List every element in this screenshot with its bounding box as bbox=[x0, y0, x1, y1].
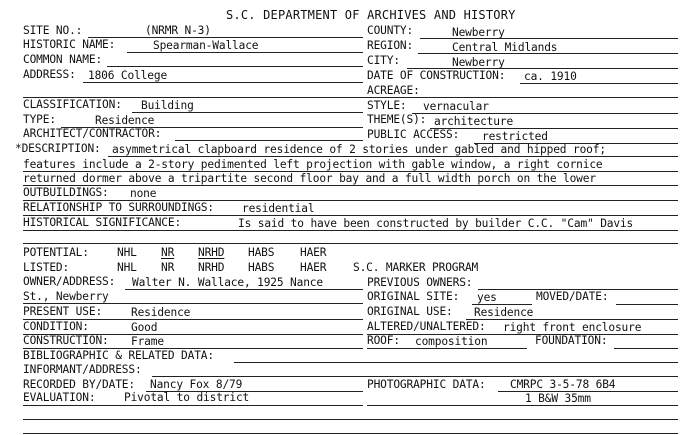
address-label: ADDRESS: bbox=[23, 68, 76, 81]
photographic-value: CMRPC 3-5-78 6B4 bbox=[510, 378, 616, 391]
foundation-label: FOUNDATION: bbox=[535, 334, 608, 347]
city-value: Newberry bbox=[452, 56, 505, 69]
condition-label: CONDITION: bbox=[23, 320, 89, 333]
description-line-2: features include a 2-story pedimented left projection with gable window, a right cornice bbox=[23, 158, 603, 171]
potential-label: POTENTIAL: bbox=[23, 246, 89, 259]
photographic-line-2: 1 B&W 35mm bbox=[525, 392, 591, 405]
form-title: S.C. DEPARTMENT OF ARCHIVES AND HISTORY bbox=[226, 8, 516, 22]
owner-line-2: St., Newberry bbox=[23, 290, 109, 303]
relationship-label: RELATIONSHIP TO SURROUNDINGS: bbox=[23, 201, 214, 214]
owner-rule-2 bbox=[23, 303, 363, 304]
original-use-value: Residence bbox=[474, 306, 534, 319]
acreage-label: ACREAGE: bbox=[367, 84, 420, 97]
informant-label: INFORMANT/ADDRESS: bbox=[23, 363, 142, 376]
historic-name-value: Spearman-Wallace bbox=[153, 39, 259, 52]
site-no-value: (NRMR N-3) bbox=[145, 24, 211, 37]
original-use-label: ORIGINAL USE: bbox=[367, 305, 453, 318]
type-label: TYPE: bbox=[23, 113, 56, 126]
listed-label: LISTED: bbox=[23, 261, 70, 274]
style-label: STYLE: bbox=[367, 99, 407, 112]
description-rule-3 bbox=[23, 185, 678, 186]
type-value: Residence bbox=[95, 114, 155, 127]
historic-name-label: HISTORIC NAME: bbox=[23, 38, 116, 51]
county-value: Newberry bbox=[452, 26, 505, 39]
city-label: CITY: bbox=[367, 54, 400, 67]
potential-haer: HAER bbox=[300, 246, 327, 259]
architect-line bbox=[175, 140, 363, 141]
altered-value: right front enclosure bbox=[503, 321, 642, 334]
region-value: Central Midlands bbox=[452, 41, 558, 54]
address-value: 1806 College bbox=[88, 69, 168, 82]
classification-value: Building bbox=[141, 99, 194, 112]
description-line-1: asymmetrical clapboard residence of 2 stories under gabled and hipped roof; bbox=[112, 143, 606, 156]
construction-label: CONSTRUCTION: bbox=[23, 334, 109, 347]
previous-owners-label: PREVIOUS OWNERS: bbox=[367, 276, 473, 289]
site-no-label: SITE NO.: bbox=[23, 24, 83, 37]
significance-value: Is said to have been constructed by builder C.C. "Cam" Davis bbox=[238, 217, 634, 230]
region-line bbox=[418, 53, 678, 54]
photographic-rule-2 bbox=[367, 405, 678, 406]
region-label: REGION: bbox=[367, 39, 414, 52]
county-label: COUNTY: bbox=[367, 24, 414, 37]
listed-nr: NR bbox=[161, 261, 175, 274]
evaluation-line bbox=[23, 405, 363, 406]
listed-nhl: NHL bbox=[117, 261, 137, 274]
site-no-line bbox=[88, 37, 363, 38]
potential-nr: NR bbox=[161, 246, 175, 259]
potential-nhl: NHL bbox=[117, 246, 137, 259]
bibliographic-label: BIBLIOGRAPHIC & RELATED DATA: bbox=[23, 349, 214, 362]
roof-value: composition bbox=[415, 335, 488, 348]
listed-habs: HABS bbox=[248, 261, 275, 274]
style-value: vernacular bbox=[423, 100, 489, 113]
moved-date-label: MOVED/DATE: bbox=[536, 290, 609, 303]
roof-line bbox=[367, 348, 527, 349]
blank-rule-bottom-2 bbox=[23, 433, 678, 434]
recorded-by-label: RECORDED BY/DATE: bbox=[23, 378, 135, 391]
marker-program: S.C. MARKER PROGRAM bbox=[353, 261, 479, 274]
owner-line-1: Walter N. Wallace, 1925 Nance bbox=[132, 276, 323, 289]
themes-label: THEME(S): bbox=[367, 113, 427, 126]
public-access-value: restricted bbox=[482, 130, 548, 143]
present-use-value: Residence bbox=[131, 306, 191, 319]
listed-nrhd: NRHD bbox=[198, 261, 225, 274]
common-name-label: COMMON NAME: bbox=[23, 53, 103, 66]
relationship-value: residential bbox=[242, 202, 315, 215]
evaluation-label: EVALUATION: bbox=[23, 391, 96, 404]
moved-date-line bbox=[616, 304, 678, 305]
owner-label: OWNER/ADDRESS: bbox=[23, 275, 116, 288]
original-site-line bbox=[472, 304, 532, 305]
classification-label: CLASSIFICATION: bbox=[23, 98, 122, 111]
altered-line bbox=[367, 334, 678, 335]
style-line bbox=[412, 113, 678, 114]
condition-value: Good bbox=[131, 321, 158, 334]
address-line bbox=[83, 82, 363, 83]
evaluation-value: Pivotal to district bbox=[124, 391, 250, 404]
roof-label: ROOF: bbox=[367, 334, 400, 347]
photographic-label: PHOTOGRAPHIC DATA: bbox=[367, 378, 486, 391]
blank-rule bbox=[23, 243, 678, 244]
original-site-value: yes bbox=[477, 291, 497, 304]
description-rule-1 bbox=[108, 156, 678, 157]
historic-name-line bbox=[127, 52, 363, 53]
owner-rule-1 bbox=[125, 289, 363, 290]
themes-value: architecture bbox=[434, 115, 514, 128]
outbuildings-value: none bbox=[130, 187, 157, 200]
classification-line bbox=[132, 112, 363, 113]
themes-line bbox=[430, 128, 678, 129]
informant-line bbox=[152, 376, 678, 377]
foundation-line bbox=[614, 348, 678, 349]
original-site-label: ORIGINAL SITE: bbox=[367, 290, 460, 303]
potential-habs: HABS bbox=[248, 246, 275, 259]
county-line bbox=[420, 38, 678, 39]
date-of-construction-label: DATE OF CONSTRUCTION: bbox=[367, 69, 506, 82]
common-name-line bbox=[107, 66, 363, 67]
public-access-label: PUBLIC ACCESS: bbox=[367, 128, 460, 141]
listed-haer: HAER bbox=[300, 261, 327, 274]
architect-label: ARCHITECT/CONTRACTOR: bbox=[23, 127, 162, 140]
description-line-3: returned dormer above a tripartite second floor bay and a full width porch on the lower bbox=[23, 172, 596, 185]
blank-rule-bottom-1 bbox=[23, 419, 678, 420]
altered-label: ALTERED/UNALTERED: bbox=[367, 320, 486, 333]
outbuildings-label: OUTBUILDINGS: bbox=[23, 186, 109, 199]
significance-line bbox=[23, 230, 678, 231]
potential-nrhd: NRHD bbox=[198, 246, 225, 259]
description-label: *DESCRIPTION: bbox=[15, 142, 101, 155]
date-line bbox=[520, 83, 678, 84]
present-use-label: PRESENT USE: bbox=[23, 305, 103, 318]
bibliographic-line bbox=[234, 362, 678, 363]
original-use-line bbox=[466, 319, 678, 320]
significance-label: HISTORICAL SIGNIFICANCE: bbox=[23, 216, 182, 229]
recorded-by-value: Nancy Fox 8/79 bbox=[150, 378, 243, 391]
date-of-construction-value: ca. 1910 bbox=[524, 70, 577, 83]
construction-value: Frame bbox=[131, 335, 164, 348]
